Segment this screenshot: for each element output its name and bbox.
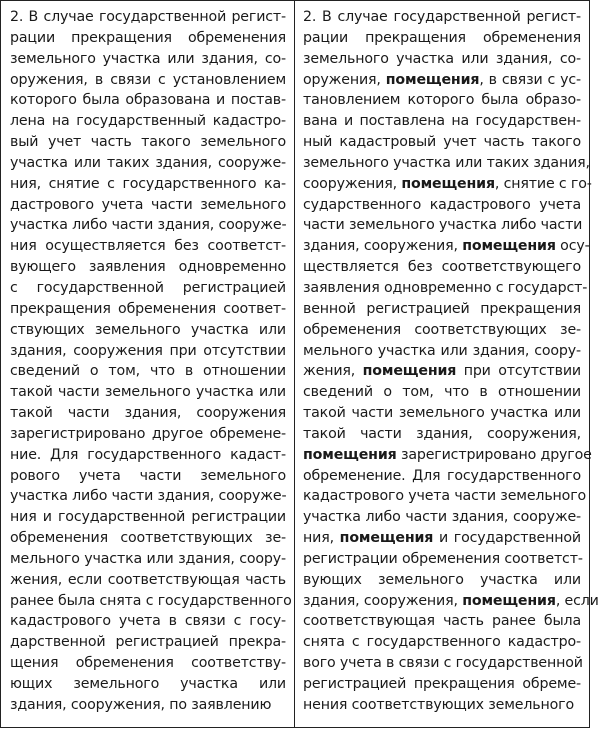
text-line xyxy=(303,528,581,549)
text-line: щения обременения соответству- xyxy=(10,655,286,672)
text-line xyxy=(303,278,588,299)
text-line: участка либо части здания, сооруже- xyxy=(10,217,287,234)
table-cell-right xyxy=(295,1,599,727)
text-line xyxy=(303,507,581,528)
text-line: вующего заявления одновременно xyxy=(10,259,286,276)
text-run: и государственной xyxy=(433,530,581,547)
text-line: земельного участка или здания, со- xyxy=(10,50,286,67)
text-line xyxy=(303,153,590,174)
text-line: жения, если соответствующая часть xyxy=(10,571,286,588)
text-line xyxy=(303,132,581,153)
text-line: ранее была снята с государственного xyxy=(10,592,292,609)
text-line: такой части здания, сооружения xyxy=(10,405,286,422)
right-cell-text xyxy=(303,7,599,716)
text-line xyxy=(303,570,581,591)
text-run: здания, сооружения, xyxy=(303,592,463,609)
text-line: здания, сооружения, по заявлению xyxy=(10,696,272,713)
text-line: дарственной регистрацией прекра- xyxy=(10,634,286,651)
text-line xyxy=(303,28,581,49)
text-line xyxy=(303,49,581,70)
text-run: сведений о том, что в отношении xyxy=(303,384,581,401)
text-run: земельного участка или таких здания, xyxy=(303,154,590,171)
text-line xyxy=(303,111,581,132)
text-run: , в связи с ус- xyxy=(479,71,581,88)
text-run: при отсутствии xyxy=(456,363,582,380)
text-run: вующих земельного участка или xyxy=(303,571,581,588)
text-run: сооружения, xyxy=(303,175,402,192)
text-line: рации прекращения обременения xyxy=(10,29,286,46)
text-line: зарегистрировано другое обремене- xyxy=(10,425,286,442)
text-line xyxy=(303,90,581,111)
text-line xyxy=(303,445,592,466)
text-line xyxy=(303,320,581,341)
text-line xyxy=(303,674,581,695)
text-run: вого учета в связи с государственной xyxy=(303,655,583,672)
text-line: сведений о том, что в отношении xyxy=(10,363,286,380)
text-run: рации прекращения обременения xyxy=(303,29,581,46)
text-line xyxy=(303,466,581,487)
text-run: обременение. Для государственного xyxy=(303,467,581,484)
text-line: дастрового учета части земельного xyxy=(10,196,286,213)
text-line xyxy=(303,174,592,195)
text-run: мельного участка или здания, соору- xyxy=(303,342,581,359)
text-line: ния и государственной регистрации xyxy=(10,509,286,526)
text-run: жения, xyxy=(303,363,363,380)
text-line: ние. Для государственного кадаст- xyxy=(10,446,286,463)
text-line xyxy=(303,653,581,674)
bold-term: помещения xyxy=(303,446,397,463)
bold-term: помещения xyxy=(401,175,495,192)
text-run: ный кадастровый учет часть такого xyxy=(303,134,581,151)
text-line xyxy=(303,257,581,278)
text-line xyxy=(303,7,581,28)
text-line: вый учет часть такого земельного xyxy=(10,134,286,151)
bold-term: помещения xyxy=(462,592,556,609)
bold-term: помещения xyxy=(339,530,434,547)
text-line xyxy=(303,403,581,424)
text-line xyxy=(303,591,599,612)
text-line: оружения, в связи с установлением xyxy=(10,71,286,88)
table-cell-left xyxy=(1,1,295,727)
text-line xyxy=(303,549,581,570)
text-run: такой части земельного участка или xyxy=(303,405,581,422)
text-line: 2. В случае государственной регист- xyxy=(10,9,286,25)
text-line: которого была образована и постав- xyxy=(10,92,286,109)
text-line: рового учета части земельного xyxy=(10,467,286,484)
text-run: обременения соответствующих зе- xyxy=(303,321,581,338)
text-run: , если xyxy=(555,592,599,609)
text-run: тановлением которого была образо- xyxy=(303,92,581,109)
text-line xyxy=(303,695,581,716)
text-line xyxy=(303,299,581,320)
text-line xyxy=(303,236,590,257)
text-run: ществляется без соответствующего xyxy=(303,259,581,276)
bold-term: помещения xyxy=(362,363,457,380)
text-line: обременения соответствующих зе- xyxy=(10,530,286,547)
text-line xyxy=(303,424,581,445)
text-run: регистрацией прекращения обреме- xyxy=(303,676,581,692)
text-run: соответствующая часть ранее была xyxy=(303,613,581,630)
text-line: ния осуществляется без соответст- xyxy=(10,238,286,255)
text-run: участка либо части здания, сооруже- xyxy=(303,509,581,526)
text-line: здания, сооружения при отсутствии xyxy=(10,342,286,359)
text-run: кадастрового учета части земельного xyxy=(303,488,587,505)
text-run: такой части здания, сооружения, xyxy=(303,425,581,442)
text-run: ния, xyxy=(303,530,340,547)
text-line: лена на государственный кадастро- xyxy=(10,113,286,130)
text-run: здания, сооружения, xyxy=(303,238,463,255)
text-run: оружения, xyxy=(303,71,386,88)
text-run: зарегистрировано другое xyxy=(396,446,592,463)
text-run: нения соответствующих земельного xyxy=(303,696,575,713)
text-line xyxy=(303,632,581,653)
left-cell-text xyxy=(10,7,292,716)
text-run: части земельного участка либо части xyxy=(303,217,583,234)
text-run: осу- xyxy=(555,238,590,255)
bold-term: помещения xyxy=(385,71,480,88)
text-run: регистрации обременения соответст- xyxy=(303,550,583,567)
text-line xyxy=(303,215,581,236)
text-run: заявления одновременно с государст- xyxy=(303,279,588,296)
text-line xyxy=(303,486,587,507)
text-run: вана и поставлена на государствен- xyxy=(303,113,581,130)
text-run: 2. В случае государственной регист- xyxy=(303,9,581,25)
text-line: кадастрового учета в связи с госу- xyxy=(10,613,286,630)
text-line: прекращения обременения соответ- xyxy=(10,300,286,317)
text-line: ющих земельного участка или xyxy=(10,676,286,692)
text-run: снята с государственного кадастро- xyxy=(303,634,581,651)
text-line xyxy=(303,611,581,632)
bold-term: помещения xyxy=(462,238,556,255)
text-run: венной регистрацией прекращения xyxy=(303,300,581,317)
text-line: участка или таких здания, сооруже- xyxy=(10,154,286,171)
text-line: такой части земельного участка или xyxy=(10,384,286,401)
text-line: участка либо части здания, сооруже- xyxy=(10,488,287,505)
text-line xyxy=(303,195,581,216)
text-line xyxy=(303,361,581,382)
text-run: сударственного кадастрового учета xyxy=(303,196,581,213)
text-line: ния, снятие с государственного ка- xyxy=(10,175,286,192)
text-line xyxy=(303,70,581,91)
text-line: ствующих земельного участка или xyxy=(10,321,286,338)
text-run: земельного участка или здания, со- xyxy=(303,50,581,67)
text-run: , снятие с го- xyxy=(494,175,592,192)
text-line: с государственной регистрацией xyxy=(10,279,286,296)
text-line: мельного участка или здания, соору- xyxy=(10,550,286,567)
text-line xyxy=(303,341,581,362)
text-line xyxy=(303,382,581,403)
